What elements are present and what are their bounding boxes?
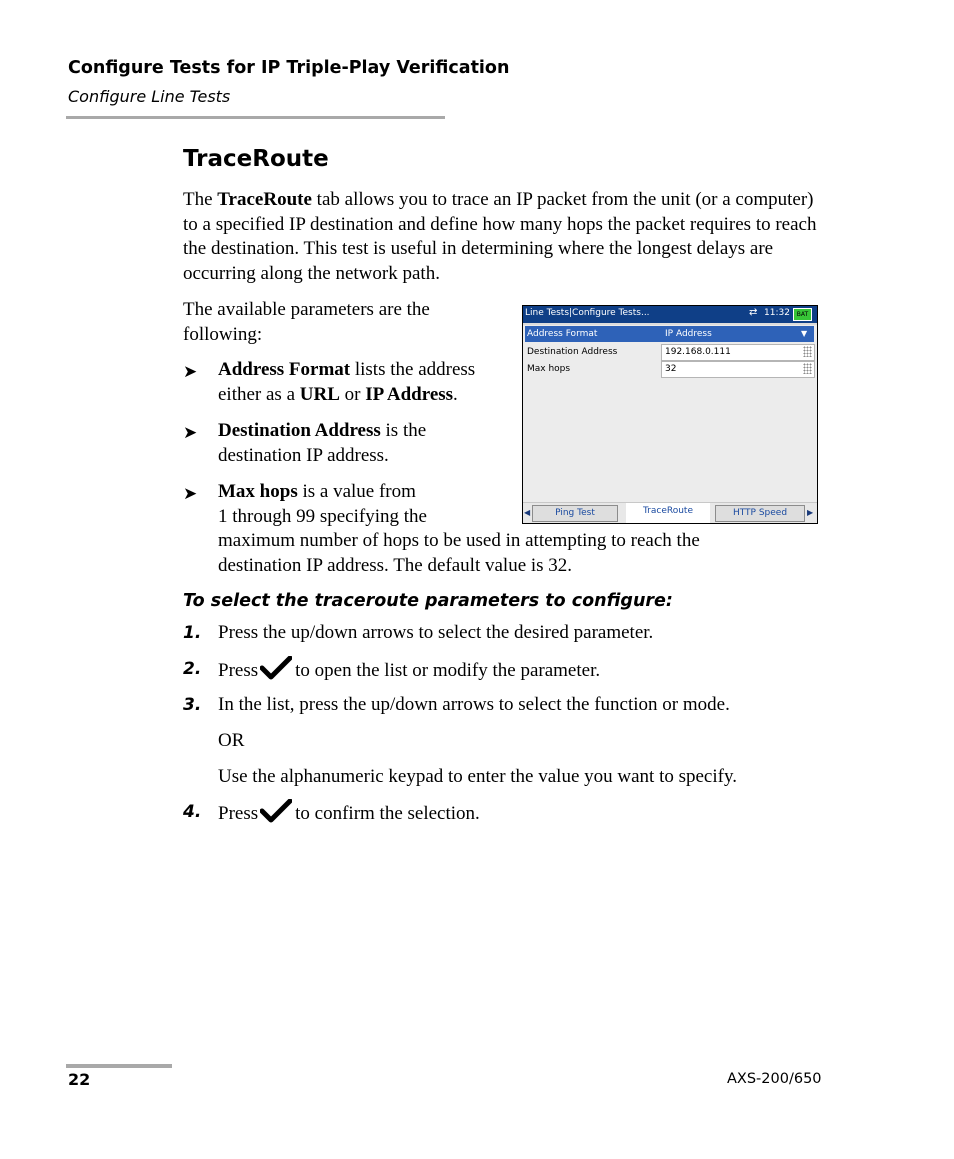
available-parameters-text: The available parameters are the following: [183, 299, 430, 345]
product-model: AXS-200/650 [727, 1071, 822, 1087]
address-format-label: Address Format [527, 329, 598, 339]
bullet-address-format: Address Format lists the address either as a URL or IP Address. [218, 359, 476, 405]
bullet-destination-address: Destination Address is the destination IP address. [218, 420, 427, 466]
device-title: Line Tests|Configure Tests... [525, 308, 650, 318]
intro-paragraph: The TraceRoute tab allows you to trace an IP packet from the unit (or a computer) to a specified IP destination and define how many hops the packet requires to reach the destination. This test is useful in determining where the longest delays are occurring along the network path. [183, 189, 817, 284]
footer-rule [66, 1064, 172, 1068]
running-header-title: Configure Tests for IP Triple-Play Verification [68, 58, 510, 78]
intro-bold-term: TraceRoute [217, 189, 312, 210]
procedure-title: To select the traceroute parameters to configure: [183, 591, 673, 611]
device-clock: 11:32 [764, 308, 790, 318]
running-header-subtitle: Configure Line Tests [68, 87, 231, 106]
tab-traceroute[interactable]: TraceRoute [626, 503, 710, 523]
section-title: TraceRoute [183, 146, 329, 172]
destination-address-row [525, 344, 814, 361]
device-screenshot [522, 305, 818, 524]
keypad-icon[interactable] [803, 346, 812, 357]
bullet-max-hops: Max hops is a value from 1 through 99 specifying the maximum number of hops to be used in attempting to reach the destination IP address. The default value is 32. [218, 481, 700, 576]
step-text: In the list, press the up/down arrows to select the function or mode. [218, 694, 730, 715]
max-hops-label: Max hops [527, 364, 571, 374]
step-text: Press to confirm the selection. [218, 799, 480, 826]
destination-address-label: Destination Address [527, 347, 618, 357]
sync-icon: ⇄ [749, 307, 758, 318]
step-number: 2. [183, 659, 202, 679]
step-text: Press to open the list or modify the parameter. [218, 656, 600, 683]
destination-address-field[interactable]: 192.168.0.111 [661, 344, 815, 361]
step-number: 1. [183, 623, 202, 643]
titlebar-divider [523, 323, 817, 325]
max-hops-field[interactable]: 32 [661, 361, 815, 378]
address-format-value: IP Address [665, 329, 712, 339]
step-or: OR [218, 730, 245, 751]
tab-scroll-right-icon[interactable]: ▶ [807, 508, 814, 517]
keypad-icon[interactable] [803, 363, 812, 374]
checkmark-icon [260, 799, 292, 823]
step-alt-text: Use the alphanumeric keypad to enter the value you want to specify. [218, 766, 737, 787]
device-titlebar [523, 306, 817, 323]
step-number: 4. [183, 802, 202, 822]
tab-ping-test[interactable]: Ping Test [532, 505, 618, 522]
tab-scroll-left-icon[interactable]: ◀ [524, 508, 531, 517]
dropdown-arrow-icon[interactable]: ▼ [801, 329, 808, 338]
step-number: 3. [183, 695, 202, 715]
checkmark-icon [260, 656, 292, 680]
battery-icon: BAT [793, 308, 812, 321]
device-tab-bar [523, 502, 817, 524]
tab-http-speed[interactable]: HTTP Speed [715, 505, 805, 522]
step-text: Press the up/down arrows to select the desired parameter. [218, 622, 654, 643]
header-rule [66, 116, 445, 119]
address-format-row[interactable] [525, 326, 814, 342]
page-number: 22 [68, 1070, 91, 1089]
max-hops-row [525, 361, 814, 378]
bullet-arrow-icon: ➤ [183, 423, 198, 443]
bullet-arrow-icon: ➤ [183, 362, 198, 382]
bullet-arrow-icon: ➤ [183, 484, 198, 504]
